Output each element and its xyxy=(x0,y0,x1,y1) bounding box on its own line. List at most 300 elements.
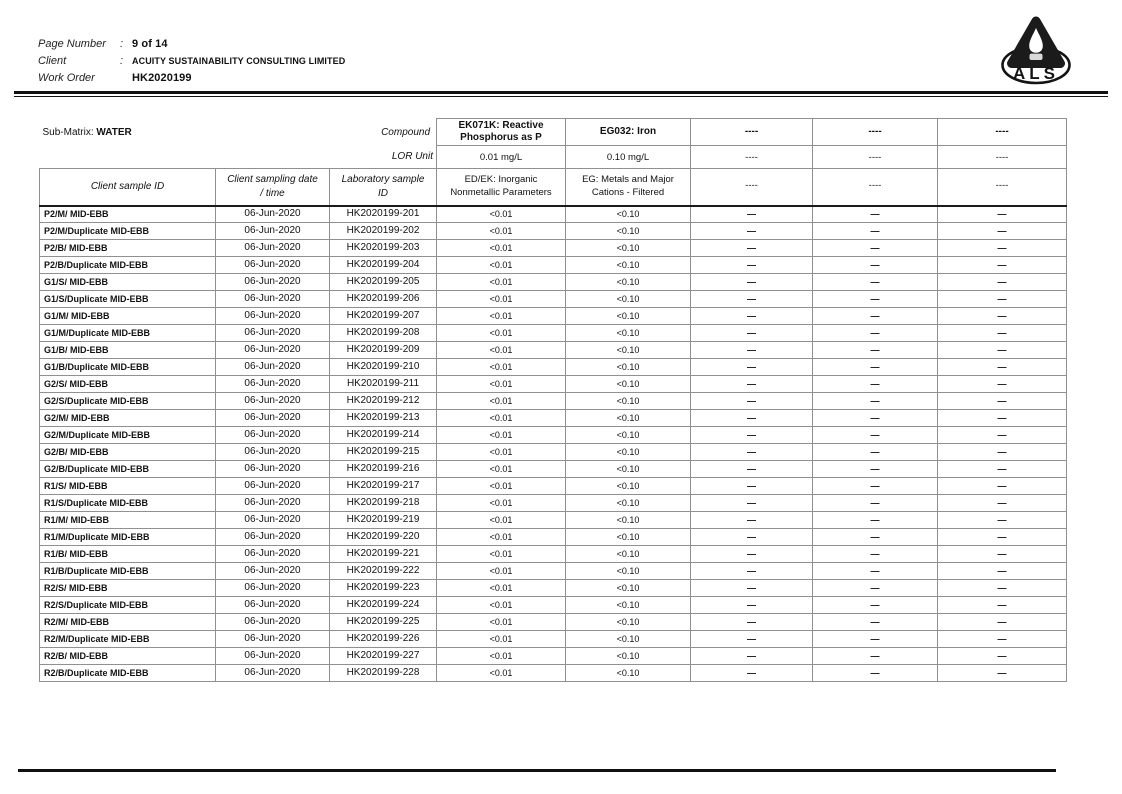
sample-row xyxy=(40,342,1067,359)
blank-value-cell-2: — xyxy=(813,257,938,274)
lab-sample-id-cell: HK2020199-218 xyxy=(330,495,437,512)
blank-value-cell-3: — xyxy=(938,376,1067,393)
blank-value-cell-1: — xyxy=(691,580,813,597)
header-divider xyxy=(14,91,1108,94)
sample-row xyxy=(40,376,1067,393)
reactive-phosphorus-value-cell: <0.01 xyxy=(437,274,566,291)
client-sample-id-header: Client sample ID xyxy=(40,169,216,206)
blank-value-cell-3: — xyxy=(938,308,1067,325)
iron-value-cell: <0.10 xyxy=(566,427,691,444)
client-sample-id-cell: R1/S/Duplicate MID-EBB xyxy=(40,495,216,512)
blank-value-cell-2: — xyxy=(813,478,938,495)
client-sample-id-cell: G2/B/ MID-EBB xyxy=(40,444,216,461)
lab-sample-id-cell: HK2020199-205 xyxy=(330,274,437,291)
iron-value-cell: <0.10 xyxy=(566,546,691,563)
blank-value-cell-1: — xyxy=(691,461,813,478)
sampling-date-cell: 06-Jun-2020 xyxy=(216,444,330,461)
sample-row xyxy=(40,665,1067,682)
sampling-date-cell: 06-Jun-2020 xyxy=(216,597,330,614)
sampling-date-cell: 06-Jun-2020 xyxy=(216,359,330,376)
sampling-date-cell: 06-Jun-2020 xyxy=(216,631,330,648)
sampling-date-cell: 06-Jun-2020 xyxy=(216,563,330,580)
sample-row xyxy=(40,495,1067,512)
client-sample-id-cell: P2/M/ MID-EBB xyxy=(40,206,216,223)
als-logo-icon xyxy=(999,12,1073,88)
blank-value-cell-2: — xyxy=(813,444,938,461)
lab-sample-id-cell: HK2020199-221 xyxy=(330,546,437,563)
lab-sample-id-cell: HK2020199-222 xyxy=(330,563,437,580)
method-group-metals: EG: Metals and Major Cations - Filtered xyxy=(566,169,691,206)
blank-value-cell-2: — xyxy=(813,291,938,308)
iron-value-cell: <0.10 xyxy=(566,648,691,665)
reactive-phosphorus-value-cell: <0.01 xyxy=(437,342,566,359)
reactive-phosphorus-value-cell: <0.01 xyxy=(437,580,566,597)
lab-sample-id-cell: HK2020199-206 xyxy=(330,291,437,308)
reactive-phosphorus-value-cell: <0.01 xyxy=(437,648,566,665)
blank-value-cell-3: — xyxy=(938,257,1067,274)
blank-value-cell-2: — xyxy=(813,274,938,291)
compound-header-blank-1: ---- xyxy=(691,119,813,146)
sample-row xyxy=(40,240,1067,257)
page-number-value: 9 of 14 xyxy=(132,38,168,50)
blank-value-cell-2: — xyxy=(813,631,938,648)
client-sample-id-cell: R2/B/ MID-EBB xyxy=(40,648,216,665)
blank-value-cell-1: — xyxy=(691,665,813,682)
reactive-phosphorus-value-cell: <0.01 xyxy=(437,257,566,274)
blank-value-cell-1: — xyxy=(691,393,813,410)
blank-value-cell-3: — xyxy=(938,495,1067,512)
blank-value-cell-3: — xyxy=(938,546,1067,563)
blank-value-cell-1: — xyxy=(691,512,813,529)
blank-value-cell-2: — xyxy=(813,359,938,376)
sample-row xyxy=(40,410,1067,427)
blank-value-cell-2: — xyxy=(813,495,938,512)
lab-sample-id-cell: HK2020199-202 xyxy=(330,223,437,240)
reactive-phosphorus-value-cell: <0.01 xyxy=(437,444,566,461)
blank-value-cell-1: — xyxy=(691,478,813,495)
reactive-phosphorus-value-cell: <0.01 xyxy=(437,563,566,580)
lab-sample-id-cell: HK2020199-220 xyxy=(330,529,437,546)
lab-sample-id-header-line2: ID xyxy=(378,187,388,199)
blank-value-cell-1: — xyxy=(691,291,813,308)
lab-sample-id-header xyxy=(330,169,437,206)
reactive-phosphorus-value-cell: <0.01 xyxy=(437,529,566,546)
reactive-phosphorus-value-cell: <0.01 xyxy=(437,325,566,342)
blank-value-cell-1: — xyxy=(691,648,813,665)
report-header xyxy=(38,38,345,89)
iron-value-cell: <0.10 xyxy=(566,495,691,512)
blank-value-cell-1: — xyxy=(691,444,813,461)
sampling-date-cell: 06-Jun-2020 xyxy=(216,580,330,597)
blank-value-cell-3: — xyxy=(938,563,1067,580)
reactive-phosphorus-value-cell: <0.01 xyxy=(437,206,566,223)
compound-label: Compound xyxy=(381,126,430,138)
lab-sample-id-cell: HK2020199-225 xyxy=(330,614,437,631)
blank-value-cell-1: — xyxy=(691,563,813,580)
blank-value-cell-1: — xyxy=(691,427,813,444)
client-sample-id-cell: R1/S/ MID-EBB xyxy=(40,478,216,495)
blank-value-cell-2: — xyxy=(813,529,938,546)
blank-value-cell-1: — xyxy=(691,257,813,274)
compound-header-iron: EG032: Iron xyxy=(566,119,691,146)
blank-value-cell-1: — xyxy=(691,274,813,291)
reactive-phosphorus-value-cell: <0.01 xyxy=(437,393,566,410)
client-sample-id-cell: P2/B/ MID-EBB xyxy=(40,240,216,257)
iron-value-cell: <0.10 xyxy=(566,597,691,614)
blank-value-cell-1: — xyxy=(691,529,813,546)
blank-value-cell-2: — xyxy=(813,223,938,240)
blank-value-cell-1: — xyxy=(691,546,813,563)
client-row xyxy=(38,55,345,72)
sampling-date-cell: 06-Jun-2020 xyxy=(216,512,330,529)
client-sample-id-cell: R1/M/Duplicate MID-EBB xyxy=(40,529,216,546)
lab-sample-id-cell: HK2020199-203 xyxy=(330,240,437,257)
lor-unit-row xyxy=(40,146,1067,169)
blank-value-cell-3: — xyxy=(938,274,1067,291)
blank-value-cell-2: — xyxy=(813,342,938,359)
client-sample-id-cell: R2/B/Duplicate MID-EBB xyxy=(40,665,216,682)
method-group-inorganic: ED/EK: Inorganic Nonmetallic Parameters xyxy=(437,169,566,206)
client-sample-id-cell: G2/S/ MID-EBB xyxy=(40,376,216,393)
client-sample-id-cell: R2/M/Duplicate MID-EBB xyxy=(40,631,216,648)
client-sample-id-cell: G2/B/Duplicate MID-EBB xyxy=(40,461,216,478)
lab-sample-id-cell: HK2020199-226 xyxy=(330,631,437,648)
iron-value-cell: <0.10 xyxy=(566,342,691,359)
blank-value-cell-3: — xyxy=(938,648,1067,665)
iron-value-cell: <0.10 xyxy=(566,614,691,631)
reactive-phosphorus-value-cell: <0.01 xyxy=(437,597,566,614)
sample-row xyxy=(40,359,1067,376)
client-sample-id-cell: G1/M/ MID-EBB xyxy=(40,308,216,325)
compound-header-row xyxy=(40,119,1067,146)
lab-sample-id-cell: HK2020199-201 xyxy=(330,206,437,223)
blank-value-cell-2: — xyxy=(813,665,938,682)
lab-sample-id-cell: HK2020199-212 xyxy=(330,393,437,410)
sample-row xyxy=(40,580,1067,597)
sample-row xyxy=(40,308,1067,325)
iron-value-cell: <0.10 xyxy=(566,665,691,682)
blank-value-cell-3: — xyxy=(938,665,1067,682)
lab-sample-id-cell: HK2020199-228 xyxy=(330,665,437,682)
sampling-date-cell: 06-Jun-2020 xyxy=(216,240,330,257)
reactive-phosphorus-value-cell: <0.01 xyxy=(437,308,566,325)
blank-value-cell-2: — xyxy=(813,308,938,325)
blank-value-cell-1: — xyxy=(691,308,813,325)
reactive-phosphorus-value-cell: <0.01 xyxy=(437,665,566,682)
lor-blank-2: ---- xyxy=(813,146,938,169)
sample-row xyxy=(40,444,1067,461)
iron-value-cell: <0.10 xyxy=(566,478,691,495)
blank-value-cell-2: — xyxy=(813,546,938,563)
sample-row xyxy=(40,325,1067,342)
sample-row xyxy=(40,631,1067,648)
iron-value-cell: <0.10 xyxy=(566,223,691,240)
lab-sample-id-cell: HK2020199-214 xyxy=(330,427,437,444)
footer-divider xyxy=(18,769,1056,772)
blank-value-cell-1: — xyxy=(691,495,813,512)
reactive-phosphorus-value-cell: <0.01 xyxy=(437,427,566,444)
client-sample-id-cell: G1/S/ MID-EBB xyxy=(40,274,216,291)
iron-value-cell: <0.10 xyxy=(566,359,691,376)
blank-value-cell-2: — xyxy=(813,376,938,393)
client-sample-id-cell: G1/B/ MID-EBB xyxy=(40,342,216,359)
sampling-date-cell: 06-Jun-2020 xyxy=(216,308,330,325)
method-group-blank-2: ---- xyxy=(813,169,938,206)
lab-sample-id-cell: HK2020199-217 xyxy=(330,478,437,495)
reactive-phosphorus-value-cell: <0.01 xyxy=(437,478,566,495)
iron-value-cell: <0.10 xyxy=(566,291,691,308)
iron-value-cell: <0.10 xyxy=(566,308,691,325)
blank-value-cell-3: — xyxy=(938,478,1067,495)
blank-value-cell-1: — xyxy=(691,342,813,359)
iron-value-cell: <0.10 xyxy=(566,631,691,648)
blank-value-cell-2: — xyxy=(813,427,938,444)
separator-colon: : xyxy=(120,55,124,67)
blank-value-cell-3: — xyxy=(938,325,1067,342)
sample-row xyxy=(40,563,1067,580)
iron-value-cell: <0.10 xyxy=(566,444,691,461)
lab-sample-id-cell: HK2020199-207 xyxy=(330,308,437,325)
results-table-header xyxy=(40,119,1067,206)
work-order-label: Work Order xyxy=(38,72,95,84)
iron-value-cell: <0.10 xyxy=(566,580,691,597)
client-label: Client xyxy=(38,55,67,67)
sampling-date-cell: 06-Jun-2020 xyxy=(216,614,330,631)
blank-value-cell-3: — xyxy=(938,342,1067,359)
sampling-date-header-line2: / time xyxy=(260,187,285,199)
iron-value-cell: <0.10 xyxy=(566,206,691,223)
sample-row xyxy=(40,512,1067,529)
sampling-date-cell: 06-Jun-2020 xyxy=(216,546,330,563)
blank-value-cell-2: — xyxy=(813,325,938,342)
blank-value-cell-2: — xyxy=(813,461,938,478)
separator-colon: : xyxy=(120,38,124,50)
client-sample-id-cell: G2/M/Duplicate MID-EBB xyxy=(40,427,216,444)
iron-value-cell: <0.10 xyxy=(566,257,691,274)
results-table xyxy=(39,118,1067,682)
iron-value-cell: <0.10 xyxy=(566,240,691,257)
sampling-date-cell: 06-Jun-2020 xyxy=(216,478,330,495)
sample-row xyxy=(40,546,1067,563)
blank-value-cell-3: — xyxy=(938,206,1067,223)
sample-row xyxy=(40,274,1067,291)
sampling-date-cell: 06-Jun-2020 xyxy=(216,223,330,240)
iron-value-cell: <0.10 xyxy=(566,325,691,342)
sample-row xyxy=(40,461,1067,478)
blank-value-cell-3: — xyxy=(938,461,1067,478)
reactive-phosphorus-value-cell: <0.01 xyxy=(437,359,566,376)
iron-value-cell: <0.10 xyxy=(566,393,691,410)
column-header-row xyxy=(40,169,1067,206)
sub-matrix-cell xyxy=(40,119,437,146)
sample-row xyxy=(40,614,1067,631)
lab-sample-id-cell: HK2020199-215 xyxy=(330,444,437,461)
sampling-date-cell: 06-Jun-2020 xyxy=(216,274,330,291)
sampling-date-cell: 06-Jun-2020 xyxy=(216,410,330,427)
sampling-date-cell: 06-Jun-2020 xyxy=(216,206,330,223)
iron-value-cell: <0.10 xyxy=(566,274,691,291)
sub-matrix-value: WATER xyxy=(96,126,132,138)
sample-row xyxy=(40,393,1067,410)
blank-value-cell-3: — xyxy=(938,444,1067,461)
reactive-phosphorus-value-cell: <0.01 xyxy=(437,614,566,631)
iron-value-cell: <0.10 xyxy=(566,461,691,478)
lor-blank-1: ---- xyxy=(691,146,813,169)
sample-row xyxy=(40,223,1067,240)
page-number-label: Page Number xyxy=(38,38,106,50)
sub-matrix xyxy=(43,127,132,138)
lab-sample-id-cell: HK2020199-216 xyxy=(330,461,437,478)
sampling-date-cell: 06-Jun-2020 xyxy=(216,665,330,682)
page-number-row xyxy=(38,38,345,55)
blank-value-cell-3: — xyxy=(938,427,1067,444)
lab-sample-id-cell: HK2020199-223 xyxy=(330,580,437,597)
sampling-date-cell: 06-Jun-2020 xyxy=(216,529,330,546)
blank-value-cell-1: — xyxy=(691,597,813,614)
sampling-date-cell: 06-Jun-2020 xyxy=(216,342,330,359)
client-sample-id-cell: P2/B/Duplicate MID-EBB xyxy=(40,257,216,274)
client-sample-id-cell: G1/B/Duplicate MID-EBB xyxy=(40,359,216,376)
reactive-phosphorus-value-cell: <0.01 xyxy=(437,240,566,257)
blank-value-cell-3: — xyxy=(938,223,1067,240)
lor-iron: 0.10 mg/L xyxy=(566,146,691,169)
blank-value-cell-2: — xyxy=(813,410,938,427)
sampling-date-cell: 06-Jun-2020 xyxy=(216,325,330,342)
blank-value-cell-3: — xyxy=(938,359,1067,376)
blank-value-cell-3: — xyxy=(938,580,1067,597)
blank-value-cell-2: — xyxy=(813,206,938,223)
reactive-phosphorus-value-cell: <0.01 xyxy=(437,410,566,427)
blank-value-cell-2: — xyxy=(813,614,938,631)
blank-value-cell-3: — xyxy=(938,614,1067,631)
reactive-phosphorus-value-cell: <0.01 xyxy=(437,223,566,240)
client-sample-id-cell: G1/S/Duplicate MID-EBB xyxy=(40,291,216,308)
sampling-date-cell: 06-Jun-2020 xyxy=(216,393,330,410)
blank-value-cell-1: — xyxy=(691,631,813,648)
reactive-phosphorus-value-cell: <0.01 xyxy=(437,631,566,648)
sampling-date-cell: 06-Jun-2020 xyxy=(216,376,330,393)
sample-row xyxy=(40,478,1067,495)
blank-value-cell-3: — xyxy=(938,291,1067,308)
client-sample-id-cell: R1/B/ MID-EBB xyxy=(40,546,216,563)
reactive-phosphorus-value-cell: <0.01 xyxy=(437,291,566,308)
reactive-phosphorus-value-cell: <0.01 xyxy=(437,546,566,563)
lor-unit-label: LOR Unit xyxy=(40,146,437,169)
blank-value-cell-1: — xyxy=(691,376,813,393)
blank-value-cell-3: — xyxy=(938,410,1067,427)
lor-reactive-phosphorus: 0.01 mg/L xyxy=(437,146,566,169)
sample-row xyxy=(40,529,1067,546)
compound-header-blank-3: ---- xyxy=(938,119,1067,146)
lab-sample-id-cell: HK2020199-204 xyxy=(330,257,437,274)
client-sample-id-cell: P2/M/Duplicate MID-EBB xyxy=(40,223,216,240)
blank-value-cell-2: — xyxy=(813,580,938,597)
sample-row xyxy=(40,257,1067,274)
blank-value-cell-2: — xyxy=(813,240,938,257)
blank-value-cell-1: — xyxy=(691,614,813,631)
blank-value-cell-2: — xyxy=(813,597,938,614)
blank-value-cell-1: — xyxy=(691,223,813,240)
lab-sample-id-header-line1: Laboratory sample xyxy=(341,174,425,186)
blank-value-cell-2: — xyxy=(813,512,938,529)
work-order-value: HK2020199 xyxy=(132,72,192,84)
iron-value-cell: <0.10 xyxy=(566,376,691,393)
sampling-date-cell: 06-Jun-2020 xyxy=(216,291,330,308)
sampling-date-cell: 06-Jun-2020 xyxy=(216,648,330,665)
sample-rows xyxy=(40,206,1067,682)
blank-value-cell-3: — xyxy=(938,529,1067,546)
blank-value-cell-1: — xyxy=(691,325,813,342)
sampling-date-cell: 06-Jun-2020 xyxy=(216,495,330,512)
lab-sample-id-cell: HK2020199-209 xyxy=(330,342,437,359)
client-sample-id-cell: G2/S/Duplicate MID-EBB xyxy=(40,393,216,410)
iron-value-cell: <0.10 xyxy=(566,563,691,580)
compound-header-reactive-phosphorus: EK071K: Reactive Phosphorus as P xyxy=(437,119,566,146)
blank-value-cell-3: — xyxy=(938,393,1067,410)
work-order-row xyxy=(38,72,345,89)
lab-sample-id-cell: HK2020199-213 xyxy=(330,410,437,427)
lab-sample-id-cell: HK2020199-227 xyxy=(330,648,437,665)
sampling-date-cell: 06-Jun-2020 xyxy=(216,461,330,478)
sampling-date-header-line1: Client sampling date xyxy=(227,174,318,186)
blank-value-cell-2: — xyxy=(813,393,938,410)
reactive-phosphorus-value-cell: <0.01 xyxy=(437,512,566,529)
sampling-date-cell: 06-Jun-2020 xyxy=(216,427,330,444)
iron-value-cell: <0.10 xyxy=(566,529,691,546)
client-sample-id-cell: G1/M/Duplicate MID-EBB xyxy=(40,325,216,342)
method-group-blank-1: ---- xyxy=(691,169,813,206)
method-group-blank-3: ---- xyxy=(938,169,1067,206)
sample-row xyxy=(40,206,1067,223)
sample-row xyxy=(40,291,1067,308)
iron-value-cell: <0.10 xyxy=(566,410,691,427)
iron-value-cell: <0.10 xyxy=(566,512,691,529)
reactive-phosphorus-value-cell: <0.01 xyxy=(437,495,566,512)
client-sample-id-cell: R1/B/Duplicate MID-EBB xyxy=(40,563,216,580)
compound-header-blank-2: ---- xyxy=(813,119,938,146)
blank-value-cell-1: — xyxy=(691,240,813,257)
svg-text:ALS: ALS xyxy=(1013,64,1059,83)
lab-sample-id-cell: HK2020199-224 xyxy=(330,597,437,614)
sample-row xyxy=(40,427,1067,444)
sub-matrix-label: Sub-Matrix: xyxy=(42,126,94,138)
blank-value-cell-1: — xyxy=(691,359,813,376)
client-sample-id-cell: R2/M/ MID-EBB xyxy=(40,614,216,631)
als-logo xyxy=(999,12,1073,93)
lab-sample-id-cell: HK2020199-211 xyxy=(330,376,437,393)
reactive-phosphorus-value-cell: <0.01 xyxy=(437,376,566,393)
blank-value-cell-3: — xyxy=(938,597,1067,614)
sample-row xyxy=(40,597,1067,614)
blank-value-cell-1: — xyxy=(691,206,813,223)
blank-value-cell-3: — xyxy=(938,512,1067,529)
sample-row xyxy=(40,648,1067,665)
lab-sample-id-cell: HK2020199-210 xyxy=(330,359,437,376)
lab-sample-id-cell: HK2020199-208 xyxy=(330,325,437,342)
client-sample-id-cell: R2/S/ MID-EBB xyxy=(40,580,216,597)
blank-value-cell-2: — xyxy=(813,563,938,580)
lor-blank-3: ---- xyxy=(938,146,1067,169)
client-sample-id-cell: G2/M/ MID-EBB xyxy=(40,410,216,427)
sampling-date-header xyxy=(216,169,330,206)
lab-sample-id-cell: HK2020199-219 xyxy=(330,512,437,529)
blank-value-cell-3: — xyxy=(938,631,1067,648)
client-sample-id-cell: R2/S/Duplicate MID-EBB xyxy=(40,597,216,614)
sampling-date-cell: 06-Jun-2020 xyxy=(216,257,330,274)
reactive-phosphorus-value-cell: <0.01 xyxy=(437,461,566,478)
client-sample-id-cell: R1/M/ MID-EBB xyxy=(40,512,216,529)
blank-value-cell-1: — xyxy=(691,410,813,427)
